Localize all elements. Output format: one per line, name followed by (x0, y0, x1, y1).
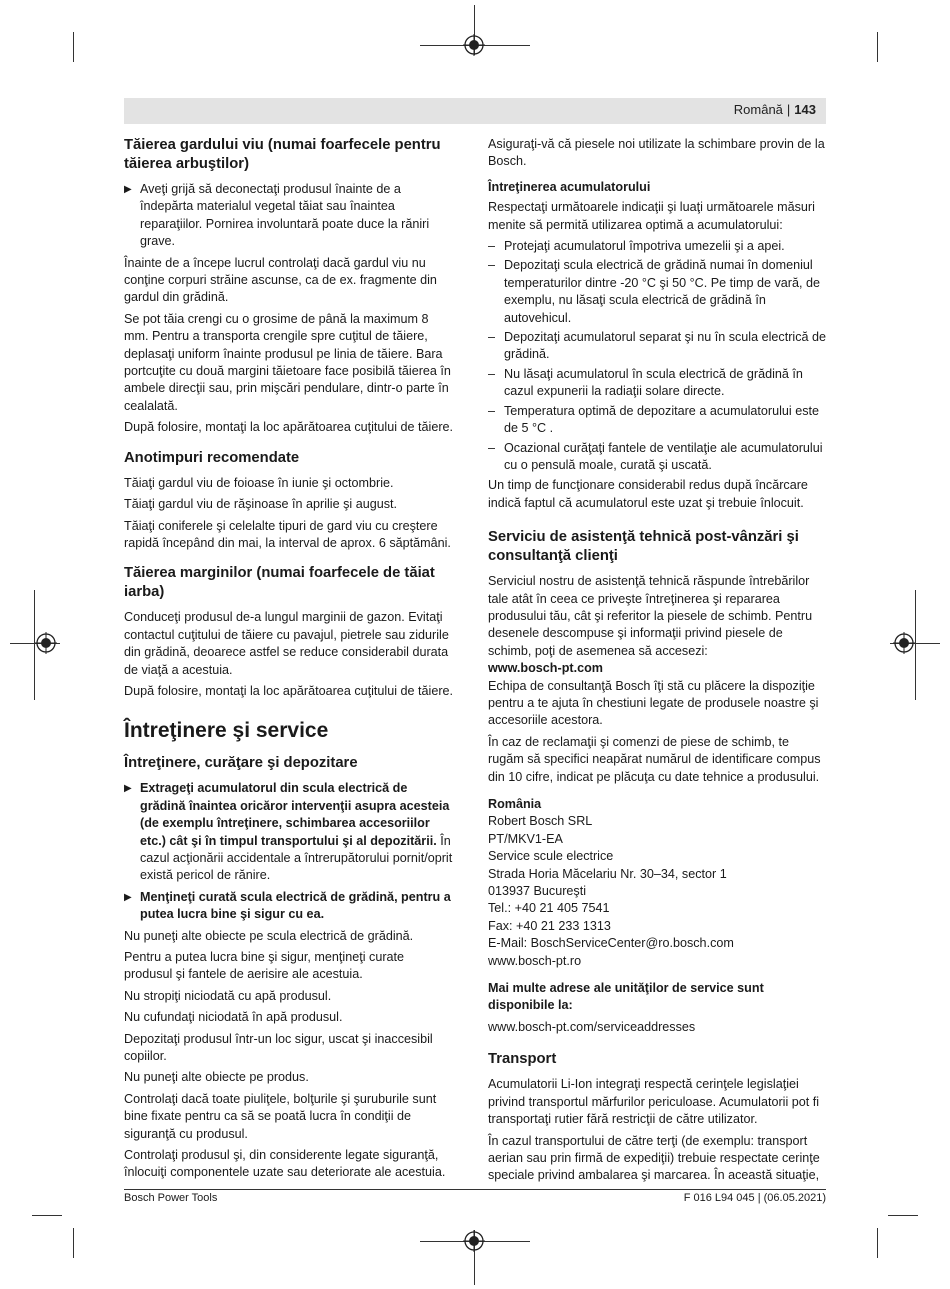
paragraph: Echipa de consultanţă Bosch îţi stă cu plăcere la dispoziţie pentru a te ajuta în chestiuni legate de produsele noastre şi accesoriile acestora. (488, 678, 819, 728)
address-line: Tel.: +40 21 405 7541 (488, 901, 610, 916)
header-language: Română (733, 102, 783, 117)
header-text (734, 102, 816, 117)
paragraph: Se pot tăia crengi cu o grosime de până la maximum 8 mm. Pentru a transporta crengile spre cuţitul de tăiere, deplasaţi uniform înainte produsul pe linia de tăiere. Bara portcuţite cu două margini tăietoare face posibilă tăierea în ambele direcţii sau, prin mişcări pendulare, dintr-o parte în cealalată. (124, 311, 451, 413)
list-item (488, 238, 826, 255)
bullet-text: În cazul acţionării accidentale a întrerupătorului pornit/oprit există pericol de rănire. (140, 833, 453, 883)
warning-bullet (124, 181, 454, 251)
chapter-title-maintenance: Întreţinere şi service (124, 719, 329, 743)
crop-mark-bottom-right-h (888, 1215, 918, 1216)
paragraph: După folosire, montaţi la loc apărătoarea cuţitului de tăiere. (124, 420, 454, 435)
list-item (488, 440, 826, 475)
paragraph: Nu cufundaţi niciodată în apă produsul. (124, 1010, 343, 1025)
list-item-text: Depozitaţi scula electrică de grădină numai în domeniul temperaturilor dintre -20 °C şi 50 °C. Pe timp de vară, de exemplu, nu lăsaţi scula electrică de grădină în autovehicul. (504, 258, 820, 325)
list-item-text: Protejaţi acumulatorul împotriva umezelii şi a apei. (504, 239, 785, 254)
paragraph: Controlaţi produsul şi, din considerente legate siguranţă, înlocuiţi componentele uzate sau deteriorate ale acestuia. (124, 1148, 446, 1180)
section-title-edge-trimming: Tăierea marginilor (numai foarfecele de tăiat iarba) (124, 565, 435, 601)
list-item (488, 403, 826, 438)
paragraph: Un timp de funcţionare considerabil redus după încărcare indică faptul că acumulatorul este uzat şi trebuie înlocuit. (488, 478, 808, 510)
list-item-text: Nu lăsaţi acumulatorul în scula electrică de grădină în cazul expunerii la radiaţii solare directe. (504, 366, 803, 399)
address-line: PT/MKV1-EA (488, 831, 563, 846)
section-title-seasons: Anotimpuri recomendate (124, 449, 300, 466)
paragraph: În caz de reclamaţii şi comenzi de piese de schimb, te rugăm să specifici neapărat numărul de identificare compus din 10 cifre, indicat pe plăcuţa cu date tehnice a produsului. (488, 734, 821, 784)
dash-bullet: – (488, 330, 496, 345)
registration-mark-icon (893, 632, 915, 654)
address-line: Robert Bosch SRL (488, 814, 593, 829)
list-item (488, 366, 826, 401)
address-line: 013937 Bucureşti (488, 884, 587, 899)
paragraph: Nu puneţi alte obiecte pe scula electrică de grădină. (124, 928, 414, 943)
dash-bullet: – (488, 366, 496, 381)
paragraph: Acumulatorii Li-Ion integraţi respectă cerinţele legislaţiei privind transportul mărfurilor periculoase. Acumulatorii pot fi transportaţi rutier fără restricţii de către utilizator. (488, 1077, 820, 1127)
address-line: Service scule electrice (488, 849, 614, 864)
crop-mark-top-right (877, 32, 878, 62)
footer-doc-id: F 016 L94 045 | (06.05.2021) (683, 1192, 826, 1204)
paragraph: În cazul transportului de către terţi (de exemplu: transport aerian sau prin firmă de expediţii) trebuie respectate cerinţe speciale privind ambalarea şi marcarea. În această situaţie, (488, 1133, 820, 1183)
paragraph: Conduceţi produsul de-a lungul marginii de gazon. Evitaţi contactul cuţitului de tăiere cu pavajul, pietrele sau zidurile din grădină, deoarece astfel se reduce considerabil durata de viaţă a acestuia. (124, 610, 449, 677)
registration-mark-icon (35, 632, 57, 654)
paragraph: Serviciul nostru de asistenţă tehnică răspunde întrebărilor tale atât în ceea ce priveşte întreţinerea şi repararea produsului tău, cât şi referitor la piesele de schimb. Pentru desenele descompuse şi informaţii privind piesele de schimb, poţi de asemenea să accesezi: (488, 574, 813, 658)
paragraph: Nu stropiţi niciodată cu apă produsul. (124, 988, 332, 1003)
section-title-hedge-trimming: Tăierea gardului viu (numai foarfecele pentru tăierea arbuştilor) (124, 137, 441, 172)
triangle-bullet-icon: ▶ (124, 783, 132, 795)
dash-bullet: – (488, 258, 496, 273)
address-line: www.bosch-pt.ro (488, 953, 582, 968)
list-item (488, 329, 826, 364)
page-number: 143 (794, 102, 816, 117)
address-line: Fax: +40 21 233 1313 (488, 918, 611, 933)
paragraph: După folosire, montaţi la loc apărătoarea cuţitului de tăiere. (124, 683, 454, 698)
paragraph: Nu puneţi alte obiecte pe produs. (124, 1070, 309, 1085)
paragraph: Depozitaţi produsul într-un loc sigur, uscat şi inaccesibil copiilor. (124, 1031, 433, 1064)
section-title-service: Serviciu de asistenţă tehnică post-vânzări şi consultanţă clienţi (488, 529, 799, 565)
triangle-bullet-icon: ▶ (124, 891, 132, 903)
paragraph: Asiguraţi-vă că piesele noi utilizate la schimbare provin de la Bosch. (488, 137, 825, 169)
list-item (488, 257, 826, 327)
footer-brand: Bosch Power Tools (124, 1192, 218, 1204)
list-item-text: Depozitaţi acumulatorul separat şi nu în scula electrică de grădină. (504, 330, 827, 362)
country-title: România (488, 797, 542, 811)
bullet-text-bold: Extrageţi acumulatorul din scula electrică de grădină înaintea oricăror intervenţii asupra acesteia (de exemplu întreţinere, schimbarea accesoriilor etc.) cât şi în timpul transportului şi al depozitării. (140, 781, 450, 848)
crop-mark-bottom-left (73, 1228, 74, 1258)
dash-bullet: – (488, 440, 496, 455)
paragraph: Tăiaţi coniferele şi celelalte tipuri de gard viu cu creştere rapidă începând din mai, la interval de aprox. 6 săptămâni. (124, 518, 451, 550)
section-title-transport: Transport (488, 1051, 557, 1068)
header-separator: | (786, 102, 791, 117)
warning-bullet (124, 889, 454, 924)
address-line: E-Mail: BoschServiceCenter@ro.bosch.com (488, 936, 734, 951)
dash-bullet: – (488, 239, 496, 254)
subsection-title-battery-care: Întreţinerea acumulatorului (488, 179, 651, 194)
more-addresses-title: Mai multe adrese ale unităţilor de service sunt disponibile la: (488, 981, 764, 1013)
page-header (124, 98, 826, 124)
crop-mark-top-left (73, 32, 74, 62)
crop-mark-bottom-left-h (32, 1215, 62, 1216)
address-block (488, 813, 826, 970)
paragraph: Respectaţi următoarele indicaţii şi luaţi următoarele măsuri menite să permită utilizarea optimă a acumulatorului: (488, 200, 815, 232)
registration-mark-icon (463, 1230, 485, 1252)
paragraph: Tăiaţi gardul viu de foioase în iunie şi octombrie. (124, 475, 394, 490)
paragraph: Controlaţi dacă toate piuliţele, bolţurile şi şuruburile sunt bine fixate pentru ca să se poată lucra în condiţii de siguranţă cu produsul. (124, 1091, 437, 1141)
dash-bullet: – (488, 403, 496, 418)
section-title-cleaning-storage: Întreţinere, curăţare şi depozitare (124, 755, 358, 772)
list-item-text: Ocazional curăţaţi fantele de ventilaţie ale acumulatorului cu o pensulă moale, curată şi uscată. (504, 440, 823, 472)
crop-mark-bottom-right (877, 1228, 878, 1258)
service-url: www.bosch-pt.com (488, 661, 603, 676)
triangle-bullet-icon: ▶ (124, 184, 132, 195)
bullet-text: Aveţi grijă să deconectaţi produsul înainte de a îndepărta materialul vegetal tăiat sau înaintea reparaţiilor. Pornirea involuntară poate duce la răniri grave. (140, 182, 430, 249)
more-addresses-url: www.bosch-pt.com/serviceaddresses (488, 1019, 696, 1034)
crop-mark-right-middle (915, 590, 916, 700)
left-column (124, 136, 454, 1186)
warning-bullet (124, 780, 454, 884)
bullet-text-bold: Menţineţi curată scula electrică de grădină, pentru a putea lucra bine şi sigur cu ea. (140, 889, 451, 922)
paragraph: Tăiaţi gardul viu de răşinoase în aprilie şi august. (124, 497, 398, 512)
paragraph: Pentru a putea lucra bine şi sigur, menţineţi curate produsul şi fantele de aerisire ale acestuia. (124, 950, 405, 982)
registration-mark-icon (463, 34, 485, 56)
list-item-text: Temperatura optimă de depozitare a acumulatorului este de 5 °C . (504, 403, 820, 436)
footer-rule (124, 1189, 826, 1190)
address-line: Strada Horia Măcelariu Nr. 30–34, sector 1 (488, 866, 727, 881)
paragraph: Înainte de a începe lucrul controlaţi dacă gardul viu nu conţine corpuri străine ascunse, ca de ex. fragmente din gardul din grădină. (124, 255, 437, 305)
right-column (488, 136, 826, 1189)
